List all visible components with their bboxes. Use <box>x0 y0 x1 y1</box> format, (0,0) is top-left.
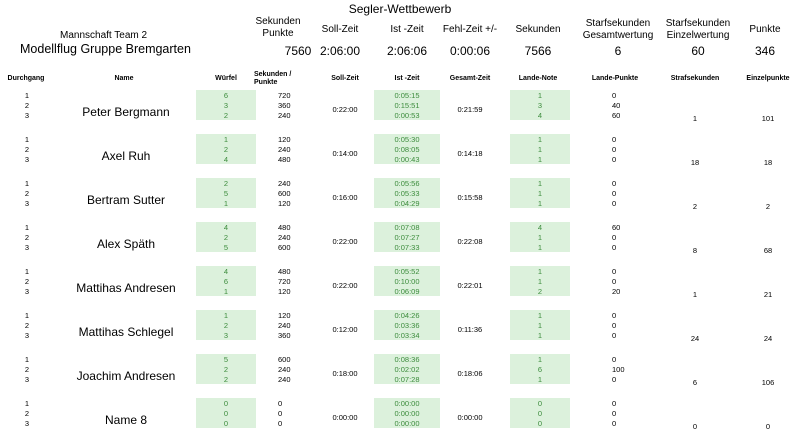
ist-zeit-value: 0:04:26 <box>394 311 420 320</box>
wuerfel-value: 6 <box>223 91 229 100</box>
gesamt-zeit: 0:00:00 <box>457 413 483 422</box>
ist-zeit-value: 0:03:34 <box>394 331 420 340</box>
lande-punkte-value: 0 <box>612 409 617 418</box>
durchgang-number: 3 <box>24 199 30 208</box>
soll-zeit: 0:22:00 <box>332 237 358 246</box>
ist-zeit-value: 0:07:28 <box>394 375 420 384</box>
durchgang-number: 1 <box>24 355 30 364</box>
einzelpunkte: 21 <box>763 290 773 299</box>
sekunden-punkte-value: 120 <box>278 311 291 320</box>
lande-note-value: 1 <box>537 179 543 188</box>
durchgang-number: 2 <box>24 145 30 154</box>
ist-zeit-value: 0:05:15 <box>394 91 420 100</box>
summary-label-strafsekunden-gesamt: Starfsekunden Gesamtwertung <box>582 18 654 41</box>
sekunden-punkte-value: 360 <box>278 101 291 110</box>
lande-punkte-value: 0 <box>612 135 617 144</box>
wuerfel-value: 6 <box>223 277 229 286</box>
lande-punkte-value: 0 <box>612 277 617 286</box>
sekunden-punkte-value: 240 <box>278 321 291 330</box>
gesamt-zeit: 0:11:36 <box>457 325 483 334</box>
col-header-lande-punkte: Lande-Punkte <box>591 75 639 82</box>
lande-note-value: 1 <box>537 155 543 164</box>
summary-value-strafsekunden-gesamt: 6 <box>614 44 622 58</box>
summary-value-strafsekunden-einzel: 60 <box>691 44 705 58</box>
wuerfel-value: 5 <box>223 243 229 252</box>
lande-punkte-value: 0 <box>612 331 617 340</box>
lande-punkte-value: 20 <box>612 287 621 296</box>
lande-punkte-value: 0 <box>612 91 617 100</box>
col-header-sekunden-punkte: Sekunden / Punkte <box>254 71 292 86</box>
pilot-name: Mattihas Schlegel <box>78 325 174 339</box>
einzelpunkte: 2 <box>765 202 771 211</box>
wuerfel-value: 0 <box>223 409 229 418</box>
lande-note-value: 1 <box>537 91 543 100</box>
soll-zeit: 0:22:00 <box>332 281 358 290</box>
lande-punkte-value: 0 <box>612 321 617 330</box>
durchgang-number: 2 <box>24 409 30 418</box>
summary-label-sekunden: Sekunden <box>515 24 561 35</box>
einzelpunkte: 0 <box>765 422 771 431</box>
strafsekunden: 18 <box>690 158 700 167</box>
durchgang-number: 2 <box>24 365 30 374</box>
col-header-durchgang: Durchgang <box>7 75 45 82</box>
strafsekunden: 8 <box>692 246 698 255</box>
einzelpunkte: 18 <box>763 158 773 167</box>
ist-zeit-value: 0:05:56 <box>394 179 420 188</box>
pilot-block <box>0 90 800 130</box>
summary-value-sekunden: 7566 <box>524 44 552 58</box>
summary-label-strafsekunden-einzel: Starfsekunden Einzelwertung <box>665 18 731 41</box>
lande-note-value: 2 <box>537 287 543 296</box>
soll-zeit: 0:16:00 <box>332 193 358 202</box>
lande-note-value: 1 <box>537 233 543 242</box>
durchgang-number: 1 <box>24 311 30 320</box>
durchgang-number: 1 <box>24 179 30 188</box>
summary-value-ist-zeit: 2:06:06 <box>386 44 428 58</box>
lande-note-value: 3 <box>537 101 543 110</box>
sekunden-punkte-value: 240 <box>278 179 291 188</box>
lande-note-value: 1 <box>537 267 543 276</box>
lande-note-value: 1 <box>537 321 543 330</box>
ist-zeit-value: 0:05:33 <box>394 189 420 198</box>
durchgang-number: 2 <box>24 321 30 330</box>
durchgang-number: 3 <box>24 111 30 120</box>
summary-value-sekunden-punkte: 7560 <box>284 44 312 58</box>
summary-value-punkte: 346 <box>754 44 776 58</box>
lande-note-value: 1 <box>537 311 543 320</box>
wuerfel-value: 4 <box>223 155 229 164</box>
ist-zeit-value: 0:08:05 <box>394 145 420 154</box>
lande-punkte-value: 0 <box>612 155 617 164</box>
soll-zeit: 0:22:00 <box>332 105 358 114</box>
col-header-soll-zeit: Soll-Zeit <box>331 75 359 82</box>
ist-zeit-value: 0:07:33 <box>394 243 420 252</box>
lande-punkte-value: 0 <box>612 399 617 408</box>
sekunden-punkte-value: 120 <box>278 287 291 296</box>
pilot-block <box>0 398 800 438</box>
wuerfel-value: 2 <box>223 321 229 330</box>
lande-punkte-value: 0 <box>612 311 617 320</box>
lande-note-value: 4 <box>537 111 543 120</box>
lande-punkte-value: 60 <box>612 223 621 232</box>
pilot-name: Mattihas Andresen <box>76 281 176 295</box>
durchgang-number: 1 <box>24 267 30 276</box>
col-header-lande-note: Lande-Note <box>518 75 558 82</box>
lande-note-value: 4 <box>537 223 543 232</box>
strafsekunden: 24 <box>690 334 700 343</box>
ist-zeit-value: 0:05:52 <box>394 267 420 276</box>
pilot-block <box>0 354 800 394</box>
summary-label-soll-zeit: Soll-Zeit <box>321 24 359 35</box>
durchgang-number: 2 <box>24 189 30 198</box>
durchgang-number: 3 <box>24 375 30 384</box>
ist-zeit-value: 0:00:00 <box>394 419 420 428</box>
wuerfel-value: 5 <box>223 189 229 198</box>
ist-zeit-value: 0:00:53 <box>394 111 420 120</box>
wuerfel-value: 4 <box>223 223 229 232</box>
strafsekunden: 1 <box>692 114 698 123</box>
ist-zeit-value: 0:05:30 <box>394 135 420 144</box>
strafsekunden: 2 <box>692 202 698 211</box>
lande-punkte-value: 0 <box>612 243 617 252</box>
ist-zeit-value: 0:08:36 <box>394 355 420 364</box>
durchgang-number: 3 <box>24 155 30 164</box>
sekunden-punkte-value: 120 <box>278 199 291 208</box>
soll-zeit: 0:18:00 <box>332 369 358 378</box>
pilot-name: Name 8 <box>104 413 148 427</box>
lande-note-value: 6 <box>537 365 543 374</box>
pilot-block <box>0 178 800 218</box>
sekunden-punkte-value: 600 <box>278 189 291 198</box>
lande-note-value: 1 <box>537 135 543 144</box>
team-label: Mannschaft Team 2 <box>60 30 148 41</box>
wuerfel-value: 0 <box>223 419 229 428</box>
sekunden-punkte-value: 0 <box>278 419 283 428</box>
lande-punkte-value: 0 <box>612 179 617 188</box>
summary-label-ist-zeit: Ist -Zeit <box>390 24 424 35</box>
lande-punkte-value: 0 <box>612 199 617 208</box>
durchgang-number: 2 <box>24 101 30 110</box>
wuerfel-value: 1 <box>223 287 229 296</box>
soll-zeit: 0:14:00 <box>332 149 358 158</box>
einzelpunkte: 101 <box>761 114 775 123</box>
summary-value-soll-zeit: 2:06:00 <box>319 44 361 58</box>
sekunden-punkte-value: 480 <box>278 223 291 232</box>
lande-punkte-value: 40 <box>612 101 621 110</box>
ist-zeit-value: 0:07:27 <box>394 233 420 242</box>
lande-note-value: 1 <box>537 331 543 340</box>
lande-note-value: 0 <box>537 419 543 428</box>
durchgang-number: 3 <box>24 243 30 252</box>
gesamt-zeit: 0:18:06 <box>457 369 483 378</box>
ist-zeit-value: 0:00:00 <box>394 409 420 418</box>
pilot-block <box>0 310 800 350</box>
summary-value-fehl-zeit: 0:00:06 <box>449 44 491 58</box>
lande-punkte-value: 0 <box>612 375 617 384</box>
wuerfel-value: 2 <box>223 233 229 242</box>
gesamt-zeit: 0:21:59 <box>457 105 483 114</box>
durchgang-number: 2 <box>24 277 30 286</box>
lande-note-value: 1 <box>537 277 543 286</box>
wuerfel-value: 2 <box>223 145 229 154</box>
summary-label-punkte: Punkte <box>749 24 781 35</box>
lande-punkte-value: 100 <box>612 365 625 374</box>
col-header-einzelpunkte: Einzelpunkte <box>746 75 790 82</box>
summary-label-sekunden-punkte: Sekunden Punkte <box>255 16 301 39</box>
pilot-block <box>0 266 800 306</box>
gesamt-zeit: 0:22:08 <box>457 237 483 246</box>
lande-note-value: 1 <box>537 145 543 154</box>
soll-zeit: 0:00:00 <box>332 413 358 422</box>
durchgang-number: 3 <box>24 287 30 296</box>
team-name: Modellflug Gruppe Bremgarten <box>20 42 191 56</box>
gesamt-zeit: 0:15:58 <box>457 193 483 202</box>
sekunden-punkte-value: 240 <box>278 145 291 154</box>
lande-note-value: 1 <box>537 375 543 384</box>
sekunden-punkte-value: 600 <box>278 243 291 252</box>
lande-punkte-value: 0 <box>612 233 617 242</box>
lande-note-value: 1 <box>537 189 543 198</box>
einzelpunkte: 106 <box>761 378 775 387</box>
durchgang-number: 3 <box>24 331 30 340</box>
pilot-block <box>0 134 800 174</box>
lande-note-value: 1 <box>537 243 543 252</box>
summary-label-fehl-zeit: Fehl-Zeit +/- <box>442 24 498 35</box>
strafsekunden: 1 <box>692 290 698 299</box>
wuerfel-value: 5 <box>223 355 229 364</box>
wuerfel-value: 0 <box>223 399 229 408</box>
sekunden-punkte-value: 240 <box>278 111 291 120</box>
sekunden-punkte-value: 240 <box>278 365 291 374</box>
ist-zeit-value: 0:02:02 <box>394 365 420 374</box>
pilot-block <box>0 222 800 262</box>
durchgang-number: 1 <box>24 91 30 100</box>
sekunden-punkte-value: 480 <box>278 267 291 276</box>
lande-note-value: 1 <box>537 355 543 364</box>
ist-zeit-value: 0:10:00 <box>394 277 420 286</box>
lande-note-value: 1 <box>537 199 543 208</box>
sekunden-punkte-value: 600 <box>278 355 291 364</box>
durchgang-number: 3 <box>24 419 30 428</box>
lande-punkte-value: 0 <box>612 355 617 364</box>
col-header-ist-zeit: Ist -Zeit <box>394 75 420 82</box>
einzelpunkte: 68 <box>763 246 773 255</box>
strafsekunden: 6 <box>692 378 698 387</box>
ist-zeit-value: 0:00:43 <box>394 155 420 164</box>
ist-zeit-value: 0:15:51 <box>394 101 420 110</box>
col-header-gesamt-zeit: Gesamt-Zeit <box>449 75 491 82</box>
sekunden-punkte-value: 0 <box>278 399 283 408</box>
lande-punkte-value: 0 <box>612 145 617 154</box>
ist-zeit-value: 0:07:08 <box>394 223 420 232</box>
sekunden-punkte-value: 240 <box>278 233 291 242</box>
sekunden-punkte-value: 360 <box>278 331 291 340</box>
sekunden-punkte-value: 720 <box>278 277 291 286</box>
lande-punkte-value: 0 <box>612 267 617 276</box>
ist-zeit-value: 0:06:09 <box>394 287 420 296</box>
lande-punkte-value: 0 <box>612 419 617 428</box>
soll-zeit: 0:12:00 <box>332 325 358 334</box>
wuerfel-value: 3 <box>223 331 229 340</box>
durchgang-number: 2 <box>24 233 30 242</box>
wuerfel-value: 1 <box>223 311 229 320</box>
col-header-name: Name <box>114 75 134 82</box>
ist-zeit-value: 0:03:36 <box>394 321 420 330</box>
sekunden-punkte-value: 240 <box>278 375 291 384</box>
lande-note-value: 0 <box>537 409 543 418</box>
strafsekunden: 0 <box>692 422 698 431</box>
wuerfel-value: 3 <box>223 101 229 110</box>
sekunden-punkte-value: 720 <box>278 91 291 100</box>
gesamt-zeit: 0:14:18 <box>457 149 483 158</box>
sekunden-punkte-value: 480 <box>278 155 291 164</box>
lande-punkte-value: 0 <box>612 189 617 198</box>
durchgang-number: 1 <box>24 223 30 232</box>
wuerfel-value: 2 <box>223 179 229 188</box>
col-header-wuerfel: Würfel <box>215 75 237 82</box>
ist-zeit-value: 0:00:00 <box>394 399 420 408</box>
durchgang-number: 1 <box>24 135 30 144</box>
pilot-name: Axel Ruh <box>101 149 151 163</box>
wuerfel-value: 1 <box>223 199 229 208</box>
durchgang-number: 1 <box>24 399 30 408</box>
pilot-name: Joachim Andresen <box>76 369 176 383</box>
pilot-name: Peter Bergmann <box>82 105 170 119</box>
page-title: Segler-Wettbewerb <box>348 2 452 16</box>
einzelpunkte: 24 <box>763 334 773 343</box>
wuerfel-value: 2 <box>223 111 229 120</box>
wuerfel-value: 2 <box>223 365 229 374</box>
col-header-strafsekunden: Strafsekunden <box>670 75 720 82</box>
wuerfel-value: 4 <box>223 267 229 276</box>
pilot-name: Bertram Sutter <box>86 193 166 207</box>
wuerfel-value: 1 <box>223 135 229 144</box>
sekunden-punkte-value: 120 <box>278 135 291 144</box>
ist-zeit-value: 0:04:29 <box>394 199 420 208</box>
lande-note-value: 0 <box>537 399 543 408</box>
gesamt-zeit: 0:22:01 <box>457 281 483 290</box>
wuerfel-value: 2 <box>223 375 229 384</box>
lande-punkte-value: 60 <box>612 111 621 120</box>
pilot-name: Alex Späth <box>96 237 156 251</box>
sekunden-punkte-value: 0 <box>278 409 283 418</box>
